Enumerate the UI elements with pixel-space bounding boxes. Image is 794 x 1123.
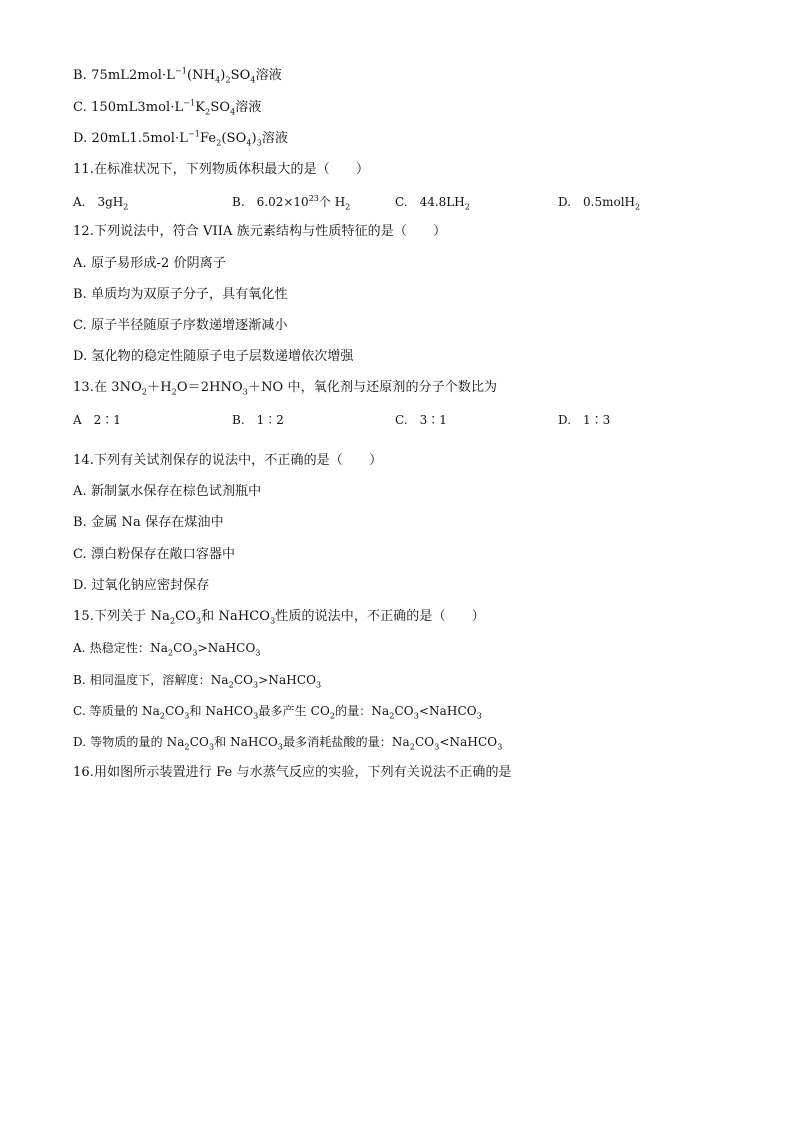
q15-option-a: A. 热稳定性：$Na_2CO_3>NaHCO_3$ [73, 641, 261, 658]
q12-option-d: D. 氢化物的稳定性随原子电子层数递增依次增强 [73, 349, 354, 364]
q11-stem: 11.在标准状况下，下列物质体积最大的是（ ） [73, 162, 370, 177]
q14-option-b: B. 金属 Na 保存在煤油中 [73, 515, 224, 530]
q12-option-c: C. 原子半径随原子序数递增逐渐减小 [73, 318, 288, 333]
q13-option-d: D. 1∶3 [558, 413, 611, 427]
q11-option-a: A. $3gH_2$ [73, 195, 129, 212]
q14-option-d: D. 过氧化钠应密封保存 [73, 578, 210, 593]
q10-option-d: D. $20mL1.5mol\cdot L^{-1}Fe_2(SO_4)_3$溶液 [73, 129, 289, 148]
q10-option-c: C. $150mL3mol\cdot L^{-1}K_2SO_4$溶液 [73, 98, 262, 117]
q13-option-a: A 2∶1 [73, 413, 121, 427]
q15-option-c: C. 等质量的 $Na_2CO_3$和 NaHCO$_3$最多产生 $CO_2$的量：$Na_2CO_3<NaHCO_3$ [73, 704, 482, 721]
q13-option-b: B. 1∶2 [232, 413, 284, 427]
q12-option-a: A. 原子易形成-2 价阴离子 [73, 256, 226, 271]
q15-option-d: D. 等物质的量的 $Na_2CO_3$和 NaHCO$_3$最多消耗盐酸的量：$Na_2CO_3<NaHCO_3$ [73, 735, 503, 752]
q15-stem: 15.下列关于 $Na_2CO_3$和 NaHCO$_3$性质的说法中，不正确的是（ ） [73, 609, 485, 626]
q15-option-b: B. 相同温度下，溶解度：$Na_2CO_3>NaHCO_3$ [73, 673, 322, 690]
q10-option-b: B. $75mL2mol\cdot L^{-1}(NH_4)_2SO_4$溶液 [73, 66, 282, 85]
q14-option-a: A. 新制氯水保存在棕色试剂瓶中 [73, 484, 262, 499]
q12-option-b: B. 单质均为双原子分子，具有氧化性 [73, 287, 288, 302]
q12-stem: 12.下列说法中，符合 VIIA 族元素结构与性质特征的是（ ） [73, 224, 447, 239]
q11-option-d: D. 0.5molH$_2$ [558, 195, 641, 212]
q11-option-b: B. $6.02\times 10^{23}$个 $H_2$ [232, 194, 351, 212]
q13-option-c: C. 3∶1 [395, 413, 447, 427]
q11-option-c: C. $44.8LH_2$ [395, 195, 470, 212]
q13-stem: 13.在 $3NO_2+H_2O=2HNO_3+NO$ 中，氧化剂与还原剂的分子个数比为 [73, 380, 498, 397]
q16-stem: 16.用如图所示装置进行 Fe 与水蒸气反应的实验，下列有关说法不正确的是 [73, 765, 512, 780]
q14-stem: 14.下列有关试剂保存的说法中，不正确的是（ ） [73, 453, 383, 468]
q14-option-c: C. 漂白粉保存在敞口容器中 [73, 547, 236, 562]
